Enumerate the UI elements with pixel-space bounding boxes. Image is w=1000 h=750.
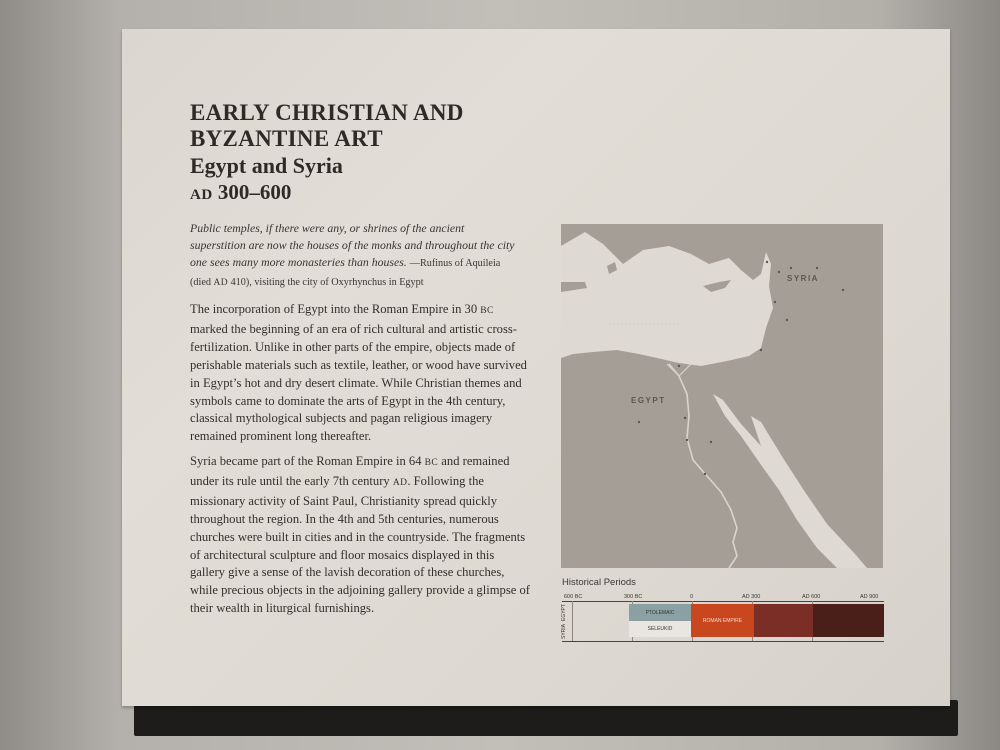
period-later — [813, 604, 884, 637]
timeline-top-rule — [562, 601, 884, 602]
attribution-era: AD — [213, 277, 229, 288]
paragraph2-part-a: Syria became part of the Roman Empire in 64 — [190, 454, 425, 468]
tick-label-0: 0 — [690, 594, 694, 600]
paragraph1-era: BC — [480, 306, 494, 316]
tick-label-300bc: 300 BC — [624, 594, 643, 600]
map-graphic — [561, 224, 883, 568]
attribution-part-2: 410), visiting the city of Oxyrhynchus in Egypt — [228, 276, 424, 288]
map-label-egypt: EGYPT — [631, 396, 666, 405]
timeline-title: Historical Periods — [562, 577, 636, 588]
paragraph-egypt — [190, 301, 532, 446]
period-ptolemaic: PTOLEMAIC — [629, 604, 691, 621]
quote-text: Public temples, if there were any, or shrines of the ancient superstition are now the houses of the monks and throughout the city one sees many more monasteries than houses. — [190, 221, 515, 270]
tick-label-ad600: AD 600 — [802, 594, 821, 600]
title-line-1: EARLY CHRISTIAN AND — [190, 100, 464, 125]
paragraph1-part-a: The incorporation of Egypt into the Roman Empire in 30 — [190, 302, 481, 316]
paragraph-syria — [190, 453, 532, 618]
tick-label-ad300: AD 300 — [742, 594, 761, 600]
row-label-syria: SYRIA — [561, 623, 567, 639]
epigraph-quote — [190, 220, 522, 292]
timeline-bottom-rule — [562, 641, 884, 642]
attribution-part-1: —Rufinus of Aquileia (died — [190, 258, 501, 288]
historical-periods-timeline — [562, 591, 884, 645]
paragraph2-part-b: and remained under its rule until the early 7th century — [190, 454, 510, 488]
tick-600bc — [572, 601, 573, 641]
tick-label-600bc: 600 BC — [564, 594, 583, 600]
map-egypt-syria — [561, 224, 883, 568]
period-byzantine — [754, 604, 813, 637]
title-line-2: BYZANTINE ART — [190, 126, 383, 151]
paragraph2-part-c: . Following the missionary activity of Saint Paul, Christianity spread quickly throughout the region. In the 4th and 5th centuries, numerous churches were built in cities and in the countryside. The fragments of architectural sculpture and floor mosaics displayed in this gallery give a sense of the lavish decoration of these churches, while precious objects in the adjoining gallery provide a glimpse of their wealth in liturgical furnishings. — [190, 473, 530, 616]
paragraph2-era-2: AD — [392, 477, 408, 488]
tick-label-ad900: AD 900 — [860, 594, 879, 600]
paragraph2-era-1: BC — [424, 458, 439, 468]
paragraph1-part-b: marked the beginning of an era of rich cultural and artistic cross-fertilization. Unlike in other parts of the empire, objects made of perishable materials such as textile, leather, or wood have survived in Egypt’s hot and dry desert climate. While Christian themes and symbols came to dominate the arts of Egypt in the 4th century, classical mythological subjects and pagan religious imagery remained prominent long thereafter. — [190, 321, 527, 444]
period-roman-empire: ROMAN EMPIRE — [691, 604, 754, 637]
panel-subtitle: Egypt and Syria — [190, 153, 343, 178]
exhibit-panel — [122, 29, 950, 706]
panel-title — [190, 100, 550, 152]
dates-range: 300–600 — [217, 180, 292, 204]
panel-dates — [190, 179, 291, 208]
row-label-egypt: EGYPT — [561, 604, 567, 621]
map-label-syria: SYRIA — [787, 274, 819, 283]
period-seleukid: SELEUKID — [629, 621, 691, 637]
dates-era: AD — [190, 187, 213, 203]
